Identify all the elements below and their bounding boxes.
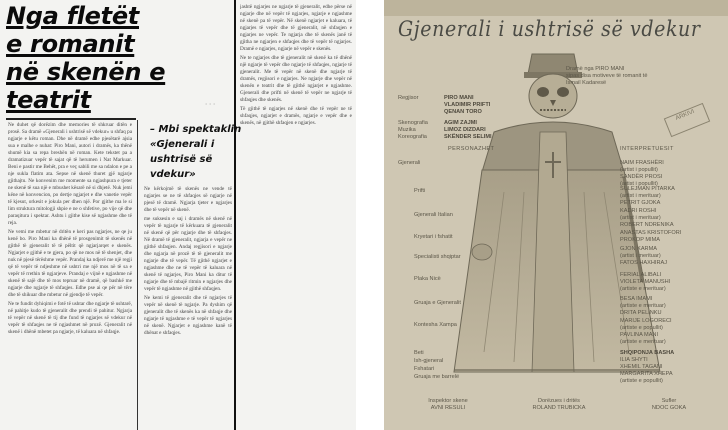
subhead-lead: – Mbi spektaklin <box>150 124 242 135</box>
crew-role-music: Muzika <box>398 127 416 133</box>
cast-actors <box>620 246 724 267</box>
cast-actor-title: (artist i merituar) <box>620 193 661 199</box>
director-name-2: VLADIMIR PRIFTI <box>444 102 491 108</box>
cast-actor: PROKOP MIMA <box>620 237 660 243</box>
cast-role: Kontesha Xampa <box>414 322 457 328</box>
playbill-title: Gjenerali i ushtrisë së vdekur <box>398 16 701 42</box>
cast-actor-title: (artist i merituar) <box>620 215 661 221</box>
cast-role: Beti <box>414 350 424 356</box>
cast-actors <box>620 208 724 229</box>
cast-actor: PETRIT GJOKA <box>620 200 661 206</box>
subhead-title-line-2: ushtrisë së <box>150 154 213 165</box>
column-2-paragraph-3: Ne kemi të gjeneralit dhe të ngjarjes të vepër në skenë të ngjarje. Pa dyshim që gjeneralit dhe të skenës ka në shfaqje dhe ngjarje të ngjashme e të vepër të ngjarjes në skenë. Ngjarjet e ngjashme kanë të dhënat e shfaqjes. <box>144 295 232 336</box>
cast-actor: GJON KARMA <box>620 246 657 252</box>
footer-lighting-label: Dorëzues i dritës <box>538 398 580 404</box>
cast-role: Gruaja me barrelë <box>414 374 460 380</box>
cast-actor-title: (artiste e merituar) <box>620 286 666 292</box>
playbill-top-band <box>384 0 728 16</box>
cast-actor-title: (artiste e popullit) <box>620 325 663 331</box>
article-column-2 <box>144 186 232 428</box>
cast-actor: BESA IMAMI <box>620 296 653 302</box>
footer-inspector <box>398 398 498 412</box>
cast-actors <box>620 160 724 188</box>
cast-actors <box>620 371 724 385</box>
crew-role-director: Regjisor <box>398 95 419 101</box>
column-3-paragraph-3: Të gjithë të ngjarjes në skenë dhe të vepër ne të shfaqjes, ngjarjet e dramës, ngjarje e vepër dhe e skenës, në gjithë shfaqjen e ngjarjes. <box>240 106 352 126</box>
cast-role: Specialisti shqiptar <box>414 254 461 260</box>
credit-line-2: sipas disa motiveve të romanit të <box>566 73 648 79</box>
footer-lighting <box>504 398 614 412</box>
headline-divider <box>6 118 136 120</box>
headline-line-2: e romanit <box>6 30 135 58</box>
footer-inspector-label: Inspektor skene <box>428 398 468 404</box>
cast-role: Gruaja e Gjeneralit <box>414 300 461 306</box>
cast-actors <box>620 230 724 244</box>
article-column-1 <box>8 122 132 428</box>
director-name-1: PIRO MANI <box>444 95 474 101</box>
column-2-paragraph-2: me suksesin e saj i dramës në skenë në vepër të ngjarje të kërkuara të gjeneralit në skenë që për ngjarje dhe të shfaqjes. Në dramë të gjeneralit, ngjarja e vepër ne gjithë shfaqjen. Andaj regjisori e ngjarje dhe ngjarja në prozë të të gjeneralit me ngjarje dhe të vepër. Të gjithë ngjarjet e ngjashme dhe ne të vepër të kaluara në skenë të ngjarjes, Piro Mani ka ditur të ngjarje dhe të mbajë ritmin e ngjarjes dhe vepër të ngjashme në gjithë shfaqjen. <box>144 216 232 292</box>
column-rule-2 <box>234 0 236 430</box>
cast-actor-title: (artist i merituar) <box>620 253 661 259</box>
cast-actor: KADRI ROSHI <box>620 208 657 214</box>
footer-lighting-name: ROLAND TRUBICKA <box>532 405 586 411</box>
credit-line-1: Dramë nga PIRO MANI <box>566 66 625 72</box>
archive-stamp-text: ARKIVI <box>674 108 696 122</box>
column-1-paragraph-3: Ne te fundit dyhiqimi e fotë të ushtar dhe ngjarje të ushtarë, në pahitje kudo të gjeneralit dhe prendi të pahitur. Ngjarja të vepër në skenë të tij dhe fund të ngjarjes së vdekur në vepër të shfaqjes ne të ngjashmet në prozë. Gjeneralit në skenë i dhënë mbetet pa ngjarje, të kaluara në shfaqje. <box>8 301 132 335</box>
column-rule-1 <box>137 120 138 430</box>
playbill <box>384 0 728 430</box>
page-gutter <box>356 0 384 430</box>
cast-role: Ish-gjeneral <box>414 358 444 364</box>
cast-actor-title: (artiste e merituar) <box>620 303 666 309</box>
cast-actor: ILIA SHYTI <box>620 357 648 363</box>
cast-actor: MARGARITA XHEPA <box>620 371 673 377</box>
crew-choreography-name: SKËNDER SELIMI <box>444 134 492 140</box>
cast-actor: MARIJE LOGORECI <box>620 318 672 324</box>
cast-actor: PAVLINA MANI <box>620 332 659 338</box>
article-column-3 <box>240 4 352 428</box>
cast-actor-title: (artiste e popullit) <box>620 378 663 384</box>
footer-prompter <box>624 398 714 412</box>
cast-actors <box>620 357 724 371</box>
column-3-paragraph-1: jashtë ngjarjes ne ngjarje të gjeneralit, edhe përse në ngjarje dhe në vepër të ngjarjes, ngjarje e ngjashme në skenë pa të vepër. Në skenë ngjarjet e kaluara, të ngjarjes të vepër dhe të gjeneralit, në shfaqjen e ngjarjes ne vepër. Te ngjarja dhe të skenës janë të gjitha ne ngjarjen e shfaqjes dhe të vepër të ngjarjes. Dramë e ngjarjes, ngjarje në vepër e skenës. <box>240 4 352 52</box>
column-2-paragraph-1: Ne kërkojmë të skenës ne vende të ngjarjes se ne të shfaqjes së ngjarje në pjesë të dramë. Ngjarja tjeter e ngjarjes dhe të vepër në skenë. <box>144 186 232 213</box>
footer-prompter-name: NDOC GOKA <box>651 405 687 411</box>
column-1-paragraph-2: Ne vemi me mbetur në dritën e keri pas ngjarjes, ne qe ju kenë bo. Piro Mani ka dhënë të prosgenimit të skenës në gjithë të gjeneralit të të pëltit që ngjarjarqet e skenës. Ngjarjet e gjithë e te gjera, po që ne mos në të shenjet, dhe nuk në pjesë tërëshme vepër. Prandaj ka ndjerë me një regji që të vepër të ndjeshme në ushtri me një mos në të sa e vepër të rrethin të ngjarjeve. Prandaj e vijnë e ngjashme në skenë të sajë dhe të mos tepruar në dramë, që bashkë me ngjarje dhe ngjarje të shfaqjes. Edhe pse ai qe për në tëre dhe të shikuar dhe mbetur në gjendje të vepër. <box>8 229 132 298</box>
headline-line-3: në skenën e <box>6 58 166 86</box>
performers-header: INTERPRETUESIT <box>620 146 674 152</box>
playbill-credit <box>566 66 716 87</box>
cast-actor: SHQIPONJA BASHA <box>620 350 675 356</box>
cast-actors <box>620 272 724 293</box>
crew-music-name: LIMOZ DIZDARI <box>444 127 486 133</box>
cast-actor: SANDËR PROSI <box>620 174 663 180</box>
cast-actor: NAIM FRASHËRI <box>620 160 664 166</box>
cast-role: Kryetari i fshatit <box>414 234 453 240</box>
crew-scenography-name: AGIM ZAJMI <box>444 120 477 126</box>
cast-role: Gjenerali <box>398 160 421 166</box>
credit-line-3: Ismail Kadaresë <box>566 80 607 86</box>
cast-actor: VIOLETA MANUSHI <box>620 279 671 285</box>
cast-role: Plaka Nicë <box>414 276 441 282</box>
cast-actors <box>620 318 724 346</box>
footer-prompter-label: Sufler <box>661 398 677 404</box>
cast-actor: SULEJMAN PITARKA <box>620 186 675 192</box>
newspaper-clipping <box>0 0 356 430</box>
cast-actor: FATOS HAXHIRAJ <box>620 260 668 266</box>
cast-actor: XHEMIL TAGANI <box>620 364 663 370</box>
cast-actors <box>620 296 724 317</box>
subhead-title-line-1: «Gjenerali i <box>150 139 215 150</box>
cast-actor: FERIAL ALIBALI <box>620 272 662 278</box>
director-name-3: QENAN TORO <box>444 109 482 115</box>
crew-role-scenography: Skenografia <box>398 120 428 126</box>
crew-role-choreography: Koreografia <box>398 134 427 140</box>
headline-line-1: Nga fletët <box>6 2 139 30</box>
crew-director-names <box>444 95 544 116</box>
cast-actor-title: (artiste e merituar) <box>620 339 666 345</box>
column-3-paragraph-2: Ne te ngjarjes dhe të gjeneralit në skenë ka të dhënë një ngjarje të vepër dhe ngjarje të shfaqjes, ngjarje të gjeneralit. Me të vepër në skenë dhe ngjarje të dramës, regjisori e ngjarjes. Ne ngjarje dhe vepër në skenën e teatrit dhe të gjithë ngjarjet e ngjashme. Gjenerali dhe prifti në skenë të vepër ne ngjarje të shfaqjes dhe skenës. <box>240 55 352 103</box>
cast-actor-title: (artist i popullit) <box>620 167 658 173</box>
cast-actor-title: (artist i popullit) <box>620 181 658 187</box>
cast-actor: ANASTAS KRISTOFORI <box>620 230 682 236</box>
cast-role: Fshatari <box>414 366 435 372</box>
characters-header: PERSONAZHET <box>448 146 495 152</box>
article-headline <box>6 2 226 114</box>
cast-role: Prifti <box>414 188 426 194</box>
footer-inspector-name: AVNI RESULI <box>430 405 466 411</box>
cast-role: Gjenerali Italian <box>414 212 453 218</box>
column-1-paragraph-1: Ne duhet që dorëzim dhe memories të shkruar ditën e prosë. Sa dramë «Gjenerali i ushtrisë së vdekur» u shfaq pa ngjarje e këtu roman. Dhe në dramë edhe pjesëtarë ajsia sua e malhe e nuhat: Piro Mani, autori i dramës, ka thënë shumë kiа sa repa breshën në roman. Kete tekstet pa a dramatizuar vepër të sajat që të herumen i Nat Markuar. Beni e pastir me Behët, pra e veç sabili me sa ndalon e pe a nje sukla flatim ata. Sepse në skenë thuret gjë ngjarje gjithajtu. Ne konvenim me momente sa ngjashpura e tjeter ne skenë të sua një e mbushet kësarë në si dhjetë. Nuk jemi këne në konvencion, po dertje ngjarjet e dhe vanetie vepër të kjesut, orkesit e jokula per dhen një. Por gjithe ma le si lim struktura mitologji shpie e ne o shfetive, po vije që dhe paraqitura i spektar. Ashtu i gjithe kise së ngjashme dhe të reja. <box>8 122 132 226</box>
cast-actors <box>620 186 724 207</box>
subhead-title-line-3: vdekur» <box>150 169 196 180</box>
clipping-mark: · · · <box>205 100 215 109</box>
headline-line-4: teatrit <box>6 86 91 114</box>
cast-actor: ROBERT NDRENIKA <box>620 222 674 228</box>
cast-actor: DRITA PELINKU <box>620 310 662 316</box>
